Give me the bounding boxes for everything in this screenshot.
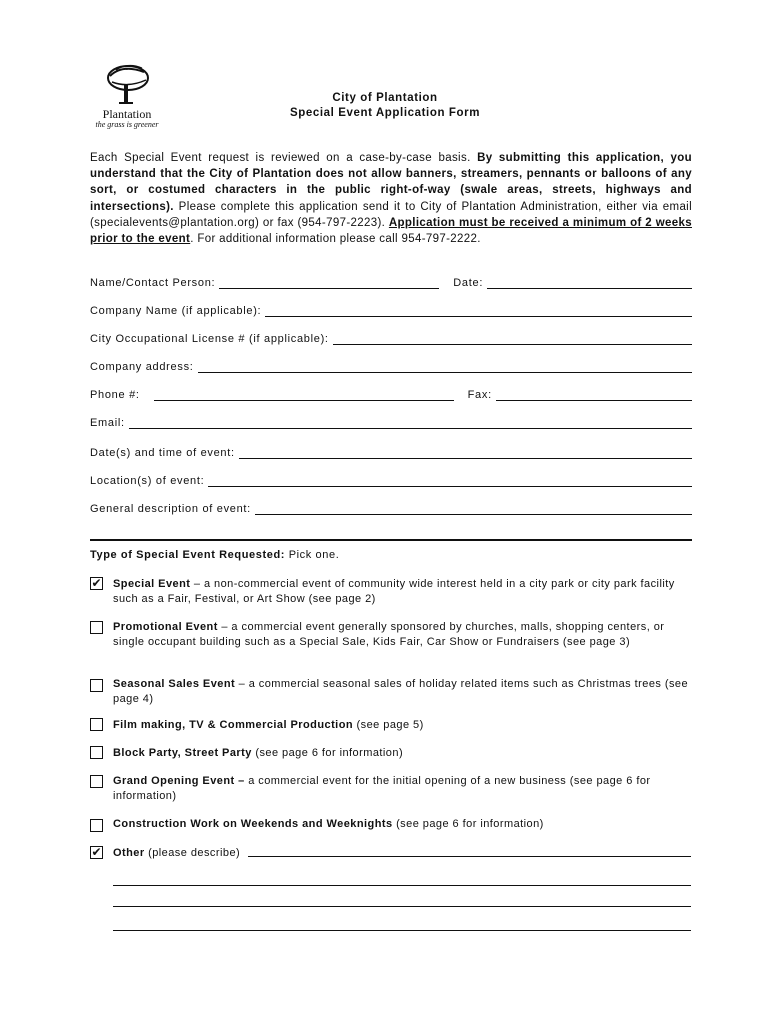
option-title: Grand Opening Event – — [113, 775, 245, 787]
event-type-heading-rest: Pick one. — [285, 549, 340, 561]
company-address-label: Company address: — [90, 361, 194, 373]
date-input[interactable] — [487, 277, 692, 289]
page-subtitle: Special Event Application Form — [289, 107, 481, 119]
email-input[interactable] — [129, 417, 692, 429]
fax-input[interactable] — [496, 389, 692, 401]
other-description-input[interactable] — [248, 846, 691, 857]
checkbox-film-making[interactable] — [90, 718, 103, 731]
company-name-label: Company Name (if applicable): — [90, 305, 262, 317]
option-special-event — [113, 577, 691, 606]
intro-text-1: Each Special Event request is reviewed on a case-by-case basis. — [90, 152, 478, 164]
company-address-input[interactable] — [198, 361, 692, 373]
option-desc: (please describe) — [144, 847, 241, 859]
option-film-making — [113, 718, 691, 733]
option-desc: a commercial event for the initial opening of a new business (see page 6 for information) — [113, 775, 651, 802]
checkbox-construction-work[interactable] — [90, 819, 103, 832]
logo-wordmark: Plantation — [102, 107, 152, 121]
option-desc: (see page 6 for information) — [392, 818, 544, 830]
license-input[interactable] — [333, 333, 692, 345]
phone-label: Phone #: — [90, 389, 140, 401]
other-description-line-4[interactable] — [113, 930, 691, 931]
option-other — [113, 846, 691, 861]
option-title: Seasonal Sales Event — [113, 678, 236, 690]
field-row-dates — [90, 447, 692, 461]
intro-text-5: . For additional information please call 954-797-2222. — [190, 233, 481, 246]
check-mark-icon: ✔ — [91, 845, 102, 859]
field-row-email — [90, 417, 692, 431]
general-description-input[interactable] — [255, 503, 692, 515]
option-desc: – a commercial event generally sponsored by churches, malls, shopping centers, or single occupant building such as a Special Sale, Kids Fair, Car Show or Fundraisers (see page 3) — [113, 621, 665, 648]
option-desc: – a commercial seasonal sales of holiday related items such as Christmas trees (see page 4) — [113, 678, 689, 705]
option-grand-opening — [113, 774, 691, 803]
license-label: City Occupational License # (if applicable): — [90, 333, 329, 345]
option-seasonal-sales — [113, 677, 691, 706]
option-title: Construction Work on Weekends and Weeknights — [113, 818, 393, 830]
page-title: City of Plantation — [332, 92, 438, 104]
field-row-address — [90, 361, 692, 375]
option-title: Film making, TV & Commercial Production — [113, 719, 354, 731]
option-desc: (see page 5) — [353, 719, 424, 731]
option-construction-work — [113, 817, 691, 832]
event-type-heading-bold: Type of Special Event Requested: — [90, 549, 286, 561]
intro-restrictions: By submitting this application, you understand that the City of Plantation does not allow banners, streamers, pennants or balloons of any sort, or costumed characters in the public right-of-way (swale areas, streets, highways and intersections). — [90, 152, 692, 213]
field-row-description — [90, 503, 692, 517]
email-label: Email: — [90, 417, 125, 429]
field-row-phone-fax — [90, 389, 692, 403]
other-description-line-2[interactable] — [113, 885, 691, 886]
field-row-company — [90, 305, 692, 319]
intro-deadline: Application must be received a minimum of 2 weeks prior to the event — [90, 216, 692, 246]
checkbox-grand-opening[interactable] — [90, 775, 103, 788]
field-row-locations — [90, 475, 692, 489]
section-divider — [90, 539, 692, 541]
locations-label: Location(s) of event: — [90, 475, 205, 487]
field-row-license — [90, 333, 692, 347]
option-desc: – a non-commercial event of community wide interest held in a city park or city park facility such as a Fair, Festival, or Art Show (see page 2) — [113, 578, 675, 605]
logo-tagline: the grass is greener — [95, 120, 159, 129]
option-block-party — [113, 746, 691, 761]
fax-label: Fax: — [467, 389, 492, 401]
name-contact-input[interactable] — [219, 277, 439, 289]
option-title: Other — [113, 847, 145, 859]
option-desc: (see page 6 for information) — [251, 747, 404, 759]
other-description-line-3[interactable] — [113, 906, 691, 907]
locations-input[interactable] — [208, 475, 692, 487]
name-contact-label: Name/Contact Person: — [90, 277, 216, 289]
option-title: Special Event — [113, 578, 191, 590]
check-mark-icon: ✔ — [91, 576, 102, 590]
checkbox-other[interactable] — [90, 846, 103, 859]
phone-input[interactable] — [154, 389, 454, 401]
intro-paragraph — [90, 150, 692, 247]
checkbox-block-party[interactable] — [90, 746, 103, 759]
option-title: Block Party, Street Party — [113, 747, 252, 759]
general-description-label: General description of event: — [90, 503, 251, 515]
field-row-name-date — [90, 277, 692, 291]
checkbox-special-event[interactable] — [90, 577, 103, 590]
option-title: Promotional Event — [113, 621, 218, 633]
option-promotional-event — [113, 620, 691, 649]
dates-time-label: Date(s) and time of event: — [90, 447, 235, 459]
intro-text-3: Please complete this application send it to City of Plantation Administration, either via email (specialevents@plantation.org) or fax (954-797-2223). — [90, 200, 692, 229]
event-type-heading — [90, 549, 339, 561]
checkbox-promotional-event[interactable] — [90, 621, 103, 634]
checkbox-seasonal-sales[interactable] — [90, 679, 103, 692]
date-label: Date: — [453, 277, 484, 289]
dates-time-input[interactable] — [239, 447, 692, 459]
company-name-input[interactable] — [265, 305, 692, 317]
